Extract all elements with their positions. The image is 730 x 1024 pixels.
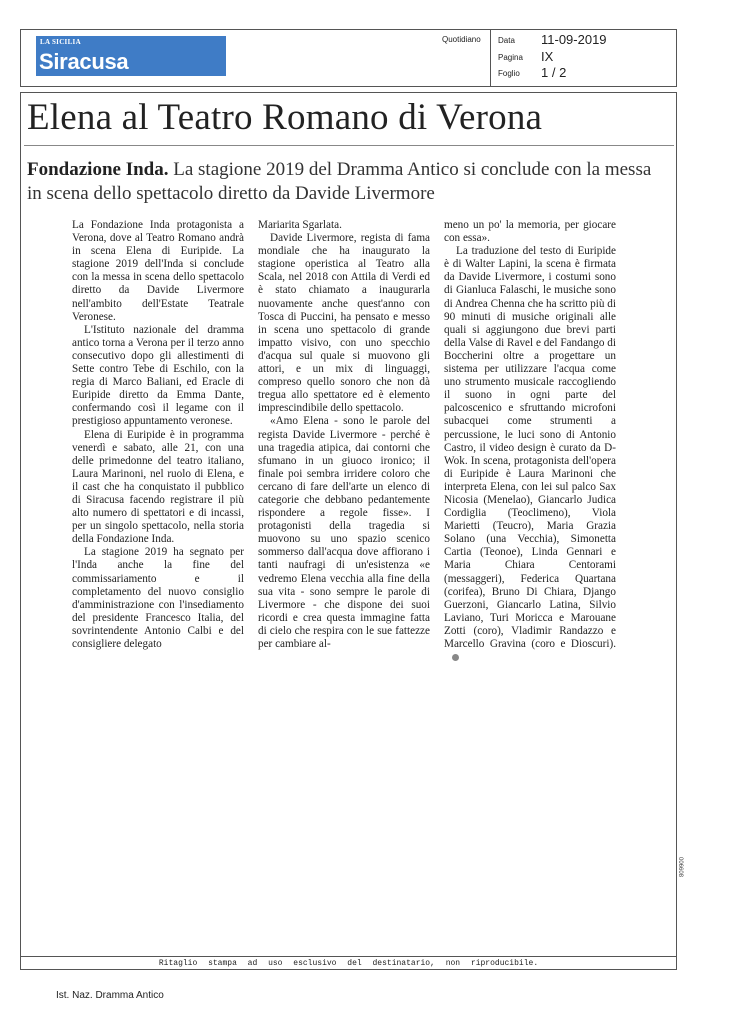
- article-headline: Elena al Teatro Romano di Verona: [27, 97, 543, 138]
- date-label: Data: [498, 36, 515, 45]
- article-column-2: [258, 219, 430, 651]
- page-label: Pagina: [498, 53, 523, 62]
- paragraph: meno un po' la memoria, per giocare con essa».: [444, 219, 616, 245]
- sheet-value: 1 / 2: [541, 65, 567, 80]
- article-column-1: [72, 219, 244, 651]
- source-credit: Ist. Naz. Dramma Antico: [56, 990, 164, 1001]
- date-value: 11-09-2019: [541, 32, 607, 47]
- paragraph: La Fondazione Inda protagonista a Verona, dove al Teatro Romano andrà in scena Elena di Euripide. La stagione 2019 dell'Inda si conclude con la messa in scena dello spettacolo diretto da Davide Livermore nell'ambito dell'Estate Teatrale Veronese.: [72, 219, 244, 323]
- paragraph: Elena di Euripide è in programma venerdì e sabato, alle 21, con una delle primedonne del teatro italiano, Laura Marinoni, nel ruolo di Elena, e il cast che ha conquistato il pubblico di Siracusa facendo registrare il più alto numero di spettatori e di incassi, per un singolo spettacolo, nella storia della Fondazione Inda.: [72, 428, 244, 546]
- paragraph: L'Istituto nazionale del dramma antico torna a Verona per il terzo anno consecutivo dopo gli allestimenti di Sette contro Tebe di Eschilo, con la regia di Marco Baliani, ed Eracle di Euripide diretto da Emma Dante, confermando così il legame con il prestigioso appuntamento veronese.: [72, 323, 244, 428]
- newspaper-logo: [36, 36, 226, 76]
- reproduction-notice: Ritaglio stampa ad uso esclusivo del destinatario, non riproducibile.: [158, 959, 539, 968]
- paragraph: Mariarita Sgarlata.: [258, 219, 342, 231]
- header-divider: [490, 29, 491, 87]
- subhead-text: La stagione 2019 del Dramma Antico si conclude con la messa in scena dello spettacolo diretto da Davide Livermore: [27, 159, 652, 204]
- subhead-lead: Fondazione Inda.: [27, 159, 169, 180]
- edition-name: Siracusa: [39, 49, 129, 74]
- paragraph: «Amo Elena - sono le parole del regista Davide Livermore - perché è una tragedia atipica, dai contorni che sfumano in un giuoco ironico; il finale poi sembra irridere coloro che cercano di fare dell'arte un elenco di categorie che debbano pedantemente rispondere a regole fisse». I protagonisti della tragedia si muovono su uno spazio scenico sommerso dall'acqua dove affiorano i tanti naufragi di un'esistenza «e vedremo Elena vecchia alla fine della sua vita - sono sempre le parole di Livermore - che dispone dei suoi ricordi e crea questa immagine fatta di cielo che respira con le sue fattezze per cambiare al-: [258, 415, 430, 650]
- article-column-3: [444, 219, 616, 664]
- sheet-label: Foglio: [498, 69, 520, 78]
- newspaper-name: LA SICILIA: [40, 38, 81, 46]
- paragraph: La stagione 2019 ha segnato per l'Inda anche la fine del commissariamento e il completamento del nuovo consiglio d'amministrazione con l'insediamento del presidente Francesco Italia, del sovrintendente Antonio Calbi e del consigliere delegato: [72, 546, 244, 650]
- paragraph-text: La traduzione del testo di Euripide è di Walter Lapini, la scena è firmata da Davide Livermore, i costumi sono di Gianluca Falaschi, le musiche sono di Andrea Chenna che ha scritto più di 90 minuti di musiche originali alle quali si aggiungono due brevi parti della Valse di Ravel e del Fandango di Boccherini oltre a progettare un sistema per utilizzare l'acqua come uno strumento musicale raccogliendo il suono in ogni parte del palcoscenico e sfruttando microfoni subacquei come strumenti a percussione, le luci sono di Antonio Castro, il video design è curato da D-Wok. In scena, protagonista dell'opera di Euripide è Laura Marinoni che interpreta Elena, con lei sul palco Sax Nicosia (Menelao), Giancarlo Judica Cordiglia (Teoclimeno), Viola Marietti (Teucro), Maria Grazia Solano (una Vecchia), Simonetta Cartia (Teonoe), Linda Gennari e Maria Chiara Centorami (messaggeri), Federica Quartana (corifea), Bruno Di Chiara, Django Guerzoni, Giancarlo Latina, Silvio Laviano, Turi Moricca e Marouane Zotti (coro), Vladimir Randazzo e Marcello Gravina (coro e Dioscuri).: [444, 245, 616, 650]
- frequency-label: Quotidiano: [442, 35, 481, 44]
- footer-box: [20, 956, 677, 971]
- end-of-article-dot-icon: [452, 654, 459, 661]
- archive-code-text: 006608: [677, 856, 684, 878]
- archive-code: [677, 846, 704, 894]
- page-value: IX: [541, 49, 554, 64]
- article-subhead: [27, 158, 667, 206]
- paragraph: [444, 245, 616, 664]
- paragraph: Davide Livermore, regista di fama mondiale che ha inaugurato la stagione operistica al Teatro alla Scala, nel 2018 con Attila di Verdi ed è stato chiamato a inaugurarla nuovamente anche quest'anno con Tosca di Puccini, ha pensato e messo in scena uno spettacolo di grande impatto visivo, con uno specchio d'acqua sul quale si muovono gli attori, e un mix di linguaggi, compreso quello sonoro che non dà tregua allo spettatore ed è elemento imprescindibile dello spettacolo.: [258, 232, 430, 415]
- headline-rule: [24, 145, 674, 146]
